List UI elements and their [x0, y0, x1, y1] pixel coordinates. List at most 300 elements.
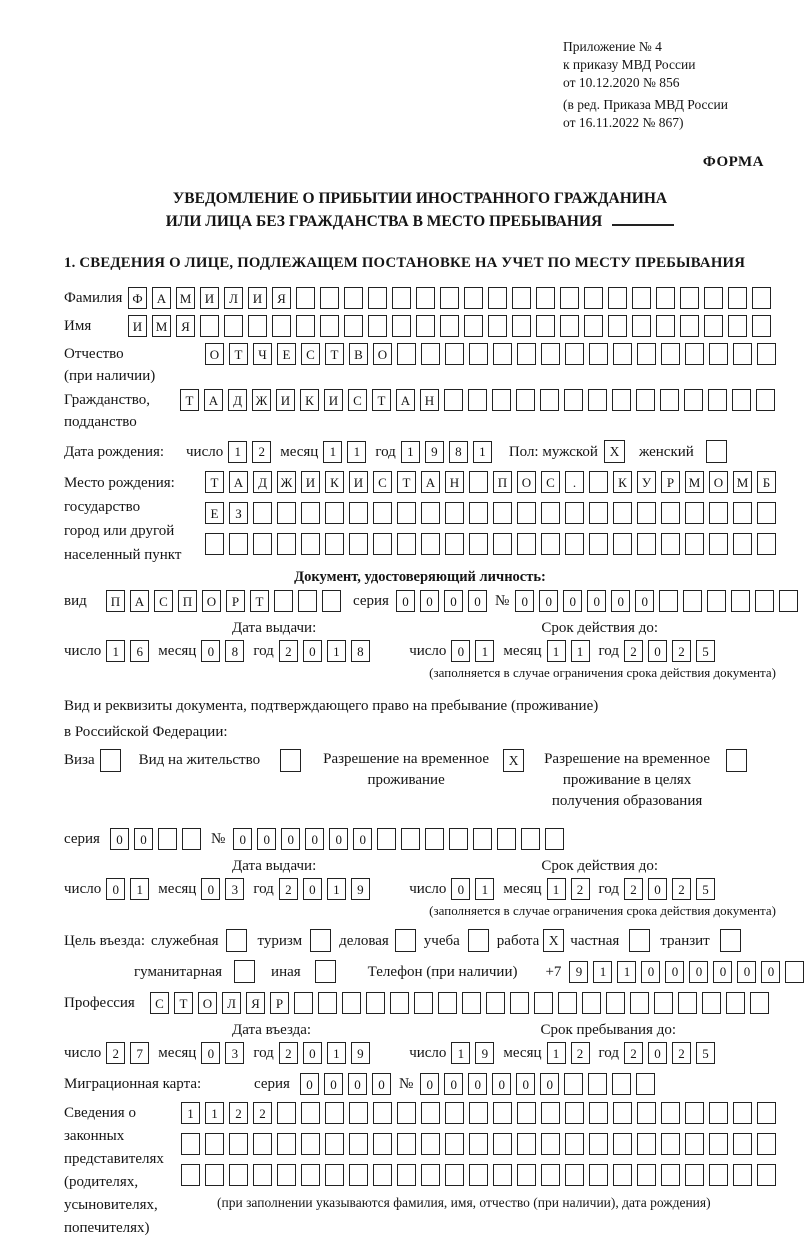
- char-cell[interactable]: [253, 1133, 272, 1155]
- char-cell[interactable]: [661, 1164, 680, 1186]
- char-cell[interactable]: [421, 1133, 440, 1155]
- char-cell[interactable]: 5: [696, 1042, 715, 1064]
- char-cell[interactable]: [750, 992, 769, 1014]
- char-cell[interactable]: Т: [397, 471, 416, 493]
- char-cell[interactable]: С: [154, 590, 173, 612]
- char-cell[interactable]: [757, 502, 776, 524]
- purpose-other-checkbox[interactable]: [315, 960, 336, 983]
- char-cell[interactable]: [728, 315, 747, 337]
- char-cell[interactable]: 1: [475, 878, 494, 900]
- char-cell[interactable]: [659, 590, 678, 612]
- char-cell[interactable]: 0: [563, 590, 582, 612]
- char-cell[interactable]: 0: [106, 878, 125, 900]
- char-cell[interactable]: [726, 992, 745, 1014]
- purpose-business-checkbox[interactable]: [226, 929, 247, 952]
- char-cell[interactable]: [608, 315, 627, 337]
- char-cell[interactable]: [296, 287, 315, 309]
- char-cell[interactable]: [536, 287, 555, 309]
- char-cell[interactable]: [517, 343, 536, 365]
- char-cell[interactable]: 0: [641, 961, 660, 983]
- char-cell[interactable]: [445, 1133, 464, 1155]
- char-cell[interactable]: [541, 343, 560, 365]
- char-cell[interactable]: 1: [327, 640, 346, 662]
- char-cell[interactable]: [589, 533, 608, 555]
- char-cell[interactable]: [656, 287, 675, 309]
- char-cell[interactable]: [757, 1164, 776, 1186]
- char-cell[interactable]: [560, 315, 579, 337]
- char-cell[interactable]: [272, 315, 291, 337]
- char-cell[interactable]: [277, 1102, 296, 1124]
- char-cell[interactable]: 2: [252, 441, 271, 463]
- char-cell[interactable]: [342, 992, 361, 1014]
- char-cell[interactable]: .: [565, 471, 584, 493]
- char-cell[interactable]: С: [301, 343, 320, 365]
- purpose-commercial-checkbox[interactable]: [395, 929, 416, 952]
- char-cell[interactable]: [516, 389, 535, 411]
- char-cell[interactable]: [229, 533, 248, 555]
- char-cell[interactable]: И: [324, 389, 343, 411]
- char-cell[interactable]: [493, 343, 512, 365]
- char-cell[interactable]: [517, 1164, 536, 1186]
- char-cell[interactable]: Р: [661, 471, 680, 493]
- char-cell[interactable]: М: [152, 315, 171, 337]
- char-cell[interactable]: [637, 1133, 656, 1155]
- char-cell[interactable]: [680, 315, 699, 337]
- char-cell[interactable]: [449, 828, 468, 850]
- char-cell[interactable]: [205, 533, 224, 555]
- char-cell[interactable]: [373, 1102, 392, 1124]
- char-cell[interactable]: [733, 343, 752, 365]
- char-cell[interactable]: [512, 315, 531, 337]
- char-cell[interactable]: 0: [539, 590, 558, 612]
- char-cell[interactable]: [390, 992, 409, 1014]
- char-cell[interactable]: 2: [672, 640, 691, 662]
- char-cell[interactable]: [421, 1102, 440, 1124]
- char-cell[interactable]: [756, 389, 775, 411]
- char-cell[interactable]: [397, 1133, 416, 1155]
- char-cell[interactable]: [683, 590, 702, 612]
- char-cell[interactable]: [589, 343, 608, 365]
- char-cell[interactable]: [541, 1164, 560, 1186]
- char-cell[interactable]: О: [709, 471, 728, 493]
- char-cell[interactable]: [205, 1164, 224, 1186]
- char-cell[interactable]: [486, 992, 505, 1014]
- char-cell[interactable]: 2: [624, 640, 643, 662]
- char-cell[interactable]: [325, 533, 344, 555]
- char-cell[interactable]: [613, 1164, 632, 1186]
- char-cell[interactable]: [421, 1164, 440, 1186]
- char-cell[interactable]: 9: [425, 441, 444, 463]
- char-cell[interactable]: И: [301, 471, 320, 493]
- char-cell[interactable]: [731, 590, 750, 612]
- char-cell[interactable]: [366, 992, 385, 1014]
- char-cell[interactable]: [349, 1102, 368, 1124]
- char-cell[interactable]: О: [373, 343, 392, 365]
- char-cell[interactable]: [755, 590, 774, 612]
- char-cell[interactable]: М: [685, 471, 704, 493]
- char-cell[interactable]: [536, 315, 555, 337]
- char-cell[interactable]: 1: [347, 441, 366, 463]
- char-cell[interactable]: 0: [329, 828, 348, 850]
- purpose-transit-checkbox[interactable]: [720, 929, 741, 952]
- char-cell[interactable]: Я: [272, 287, 291, 309]
- char-cell[interactable]: О: [517, 471, 536, 493]
- char-cell[interactable]: [521, 828, 540, 850]
- char-cell[interactable]: [493, 502, 512, 524]
- char-cell[interactable]: [565, 502, 584, 524]
- char-cell[interactable]: [493, 1102, 512, 1124]
- char-cell[interactable]: 0: [737, 961, 756, 983]
- char-cell[interactable]: 0: [303, 878, 322, 900]
- char-cell[interactable]: [584, 287, 603, 309]
- char-cell[interactable]: И: [248, 287, 267, 309]
- char-cell[interactable]: [779, 590, 798, 612]
- char-cell[interactable]: 2: [624, 1042, 643, 1064]
- char-cell[interactable]: [277, 1133, 296, 1155]
- char-cell[interactable]: [301, 1164, 320, 1186]
- char-cell[interactable]: Ж: [277, 471, 296, 493]
- char-cell[interactable]: П: [178, 590, 197, 612]
- char-cell[interactable]: 1: [475, 640, 494, 662]
- char-cell[interactable]: 0: [305, 828, 324, 850]
- char-cell[interactable]: [661, 1102, 680, 1124]
- char-cell[interactable]: 0: [110, 828, 129, 850]
- char-cell[interactable]: 2: [106, 1042, 125, 1064]
- char-cell[interactable]: [397, 343, 416, 365]
- char-cell[interactable]: [301, 1133, 320, 1155]
- char-cell[interactable]: 2: [672, 878, 691, 900]
- char-cell[interactable]: [685, 343, 704, 365]
- char-cell[interactable]: [565, 343, 584, 365]
- char-cell[interactable]: [584, 315, 603, 337]
- char-cell[interactable]: 1: [617, 961, 636, 983]
- char-cell[interactable]: [296, 315, 315, 337]
- char-cell[interactable]: [368, 315, 387, 337]
- char-cell[interactable]: [416, 315, 435, 337]
- char-cell[interactable]: 2: [279, 640, 298, 662]
- char-cell[interactable]: [325, 1133, 344, 1155]
- char-cell[interactable]: [301, 1102, 320, 1124]
- char-cell[interactable]: К: [613, 471, 632, 493]
- char-cell[interactable]: [636, 389, 655, 411]
- char-cell[interactable]: 1: [130, 878, 149, 900]
- char-cell[interactable]: [613, 502, 632, 524]
- char-cell[interactable]: [344, 287, 363, 309]
- char-cell[interactable]: [678, 992, 697, 1014]
- visa-checkbox[interactable]: [100, 749, 121, 772]
- char-cell[interactable]: [534, 992, 553, 1014]
- char-cell[interactable]: 0: [303, 640, 322, 662]
- char-cell[interactable]: [181, 1133, 200, 1155]
- char-cell[interactable]: 1: [323, 441, 342, 463]
- char-cell[interactable]: 3: [225, 1042, 244, 1064]
- char-cell[interactable]: [493, 533, 512, 555]
- char-cell[interactable]: [416, 287, 435, 309]
- char-cell[interactable]: Е: [277, 343, 296, 365]
- char-cell[interactable]: 1: [593, 961, 612, 983]
- char-cell[interactable]: 0: [201, 1042, 220, 1064]
- char-cell[interactable]: [660, 389, 679, 411]
- char-cell[interactable]: 9: [569, 961, 588, 983]
- char-cell[interactable]: И: [128, 315, 147, 337]
- char-cell[interactable]: [294, 992, 313, 1014]
- char-cell[interactable]: 8: [225, 640, 244, 662]
- char-cell[interactable]: [421, 343, 440, 365]
- char-cell[interactable]: [397, 502, 416, 524]
- char-cell[interactable]: [368, 287, 387, 309]
- char-cell[interactable]: [709, 1164, 728, 1186]
- char-cell[interactable]: 0: [648, 1042, 667, 1064]
- char-cell[interactable]: [464, 287, 483, 309]
- char-cell[interactable]: [277, 533, 296, 555]
- char-cell[interactable]: [488, 287, 507, 309]
- char-cell[interactable]: С: [373, 471, 392, 493]
- char-cell[interactable]: [181, 1164, 200, 1186]
- char-cell[interactable]: [298, 590, 317, 612]
- char-cell[interactable]: Ф: [128, 287, 147, 309]
- char-cell[interactable]: [708, 389, 727, 411]
- char-cell[interactable]: 1: [473, 441, 492, 463]
- char-cell[interactable]: [397, 1102, 416, 1124]
- char-cell[interactable]: З: [229, 502, 248, 524]
- char-cell[interactable]: И: [276, 389, 295, 411]
- char-cell[interactable]: [560, 287, 579, 309]
- char-cell[interactable]: [224, 315, 243, 337]
- char-cell[interactable]: [325, 1102, 344, 1124]
- char-cell[interactable]: [277, 502, 296, 524]
- char-cell[interactable]: 5: [696, 878, 715, 900]
- char-cell[interactable]: [397, 533, 416, 555]
- char-cell[interactable]: [493, 1164, 512, 1186]
- char-cell[interactable]: [322, 590, 341, 612]
- char-cell[interactable]: 0: [281, 828, 300, 850]
- char-cell[interactable]: [512, 287, 531, 309]
- char-cell[interactable]: В: [349, 343, 368, 365]
- char-cell[interactable]: [373, 533, 392, 555]
- char-cell[interactable]: [709, 502, 728, 524]
- char-cell[interactable]: 0: [587, 590, 606, 612]
- char-cell[interactable]: 2: [571, 878, 590, 900]
- char-cell[interactable]: 2: [672, 1042, 691, 1064]
- char-cell[interactable]: [445, 1102, 464, 1124]
- char-cell[interactable]: [565, 1133, 584, 1155]
- char-cell[interactable]: [373, 1164, 392, 1186]
- char-cell[interactable]: 0: [713, 961, 732, 983]
- char-cell[interactable]: 2: [279, 878, 298, 900]
- char-cell[interactable]: [462, 992, 481, 1014]
- char-cell[interactable]: Я: [246, 992, 265, 1014]
- char-cell[interactable]: 0: [689, 961, 708, 983]
- char-cell[interactable]: М: [176, 287, 195, 309]
- char-cell[interactable]: [589, 471, 608, 493]
- char-cell[interactable]: 2: [571, 1042, 590, 1064]
- char-cell[interactable]: 0: [611, 590, 630, 612]
- char-cell[interactable]: [468, 389, 487, 411]
- vnj-checkbox[interactable]: [280, 749, 301, 772]
- char-cell[interactable]: Н: [420, 389, 439, 411]
- char-cell[interactable]: [469, 343, 488, 365]
- char-cell[interactable]: [325, 1164, 344, 1186]
- char-cell[interactable]: 2: [229, 1102, 248, 1124]
- char-cell[interactable]: 0: [468, 1073, 487, 1095]
- char-cell[interactable]: Д: [228, 389, 247, 411]
- char-cell[interactable]: 0: [396, 590, 415, 612]
- char-cell[interactable]: 0: [257, 828, 276, 850]
- char-cell[interactable]: [685, 502, 704, 524]
- char-cell[interactable]: [158, 828, 177, 850]
- char-cell[interactable]: [497, 828, 516, 850]
- char-cell[interactable]: [636, 1073, 655, 1095]
- char-cell[interactable]: [588, 1073, 607, 1095]
- char-cell[interactable]: [661, 533, 680, 555]
- char-cell[interactable]: 0: [420, 1073, 439, 1095]
- char-cell[interactable]: [732, 389, 751, 411]
- char-cell[interactable]: К: [300, 389, 319, 411]
- char-cell[interactable]: [733, 533, 752, 555]
- char-cell[interactable]: 2: [253, 1102, 272, 1124]
- char-cell[interactable]: [564, 1073, 583, 1095]
- char-cell[interactable]: 0: [348, 1073, 367, 1095]
- char-cell[interactable]: [613, 343, 632, 365]
- char-cell[interactable]: 9: [351, 1042, 370, 1064]
- char-cell[interactable]: [588, 389, 607, 411]
- char-cell[interactable]: 0: [451, 640, 470, 662]
- char-cell[interactable]: 0: [300, 1073, 319, 1095]
- char-cell[interactable]: [728, 287, 747, 309]
- char-cell[interactable]: [229, 1164, 248, 1186]
- char-cell[interactable]: [685, 1133, 704, 1155]
- char-cell[interactable]: [320, 315, 339, 337]
- char-cell[interactable]: [709, 343, 728, 365]
- char-cell[interactable]: У: [637, 471, 656, 493]
- char-cell[interactable]: [205, 1133, 224, 1155]
- char-cell[interactable]: [540, 389, 559, 411]
- char-cell[interactable]: 1: [571, 640, 590, 662]
- char-cell[interactable]: И: [349, 471, 368, 493]
- char-cell[interactable]: 0: [492, 1073, 511, 1095]
- char-cell[interactable]: [684, 389, 703, 411]
- char-cell[interactable]: Я: [176, 315, 195, 337]
- char-cell[interactable]: 0: [665, 961, 684, 983]
- char-cell[interactable]: [510, 992, 529, 1014]
- sex-male-checkbox[interactable]: X: [604, 440, 625, 463]
- char-cell[interactable]: Л: [224, 287, 243, 309]
- char-cell[interactable]: 2: [624, 878, 643, 900]
- char-cell[interactable]: А: [396, 389, 415, 411]
- char-cell[interactable]: [320, 287, 339, 309]
- char-cell[interactable]: [632, 315, 651, 337]
- char-cell[interactable]: [589, 1164, 608, 1186]
- char-cell[interactable]: 1: [106, 640, 125, 662]
- char-cell[interactable]: 1: [451, 1042, 470, 1064]
- char-cell[interactable]: [200, 315, 219, 337]
- char-cell[interactable]: К: [325, 471, 344, 493]
- char-cell[interactable]: [637, 533, 656, 555]
- char-cell[interactable]: [565, 1102, 584, 1124]
- char-cell[interactable]: П: [493, 471, 512, 493]
- char-cell[interactable]: [349, 1133, 368, 1155]
- char-cell[interactable]: [349, 1164, 368, 1186]
- char-cell[interactable]: [253, 1164, 272, 1186]
- char-cell[interactable]: 0: [648, 640, 667, 662]
- char-cell[interactable]: 3: [225, 878, 244, 900]
- char-cell[interactable]: [637, 343, 656, 365]
- char-cell[interactable]: [704, 287, 723, 309]
- char-cell[interactable]: [277, 1164, 296, 1186]
- char-cell[interactable]: [541, 1102, 560, 1124]
- char-cell[interactable]: [733, 1102, 752, 1124]
- char-cell[interactable]: [630, 992, 649, 1014]
- char-cell[interactable]: Т: [250, 590, 269, 612]
- char-cell[interactable]: [445, 1164, 464, 1186]
- char-cell[interactable]: 1: [327, 878, 346, 900]
- char-cell[interactable]: [656, 315, 675, 337]
- char-cell[interactable]: [733, 1133, 752, 1155]
- char-cell[interactable]: О: [202, 590, 221, 612]
- char-cell[interactable]: 9: [475, 1042, 494, 1064]
- char-cell[interactable]: А: [130, 590, 149, 612]
- char-cell[interactable]: С: [150, 992, 169, 1014]
- char-cell[interactable]: О: [198, 992, 217, 1014]
- char-cell[interactable]: [469, 1133, 488, 1155]
- char-cell[interactable]: 0: [635, 590, 654, 612]
- char-cell[interactable]: [613, 1102, 632, 1124]
- char-cell[interactable]: [613, 1133, 632, 1155]
- char-cell[interactable]: [582, 992, 601, 1014]
- char-cell[interactable]: А: [421, 471, 440, 493]
- char-cell[interactable]: Т: [180, 389, 199, 411]
- char-cell[interactable]: [301, 533, 320, 555]
- char-cell[interactable]: 0: [233, 828, 252, 850]
- char-cell[interactable]: [541, 502, 560, 524]
- char-cell[interactable]: 0: [303, 1042, 322, 1064]
- char-cell[interactable]: [421, 533, 440, 555]
- char-cell[interactable]: Н: [445, 471, 464, 493]
- char-cell[interactable]: [589, 1102, 608, 1124]
- char-cell[interactable]: [469, 533, 488, 555]
- char-cell[interactable]: [488, 315, 507, 337]
- char-cell[interactable]: Е: [205, 502, 224, 524]
- char-cell[interactable]: [373, 1133, 392, 1155]
- char-cell[interactable]: [517, 533, 536, 555]
- char-cell[interactable]: [301, 502, 320, 524]
- char-cell[interactable]: [757, 533, 776, 555]
- char-cell[interactable]: [274, 590, 293, 612]
- char-cell[interactable]: [392, 315, 411, 337]
- char-cell[interactable]: [752, 287, 771, 309]
- char-cell[interactable]: [545, 828, 564, 850]
- char-cell[interactable]: [469, 471, 488, 493]
- char-cell[interactable]: [445, 502, 464, 524]
- char-cell[interactable]: [377, 828, 396, 850]
- char-cell[interactable]: [757, 343, 776, 365]
- char-cell[interactable]: Ч: [253, 343, 272, 365]
- char-cell[interactable]: 0: [648, 878, 667, 900]
- char-cell[interactable]: [709, 1133, 728, 1155]
- char-cell[interactable]: Б: [757, 471, 776, 493]
- char-cell[interactable]: 1: [547, 640, 566, 662]
- char-cell[interactable]: [661, 502, 680, 524]
- char-cell[interactable]: [469, 502, 488, 524]
- char-cell[interactable]: [757, 1102, 776, 1124]
- char-cell[interactable]: Т: [205, 471, 224, 493]
- char-cell[interactable]: [565, 1164, 584, 1186]
- sex-female-checkbox[interactable]: [706, 440, 727, 463]
- purpose-humanitarian-checkbox[interactable]: [234, 960, 255, 983]
- char-cell[interactable]: 9: [351, 878, 370, 900]
- char-cell[interactable]: [612, 389, 631, 411]
- char-cell[interactable]: [733, 502, 752, 524]
